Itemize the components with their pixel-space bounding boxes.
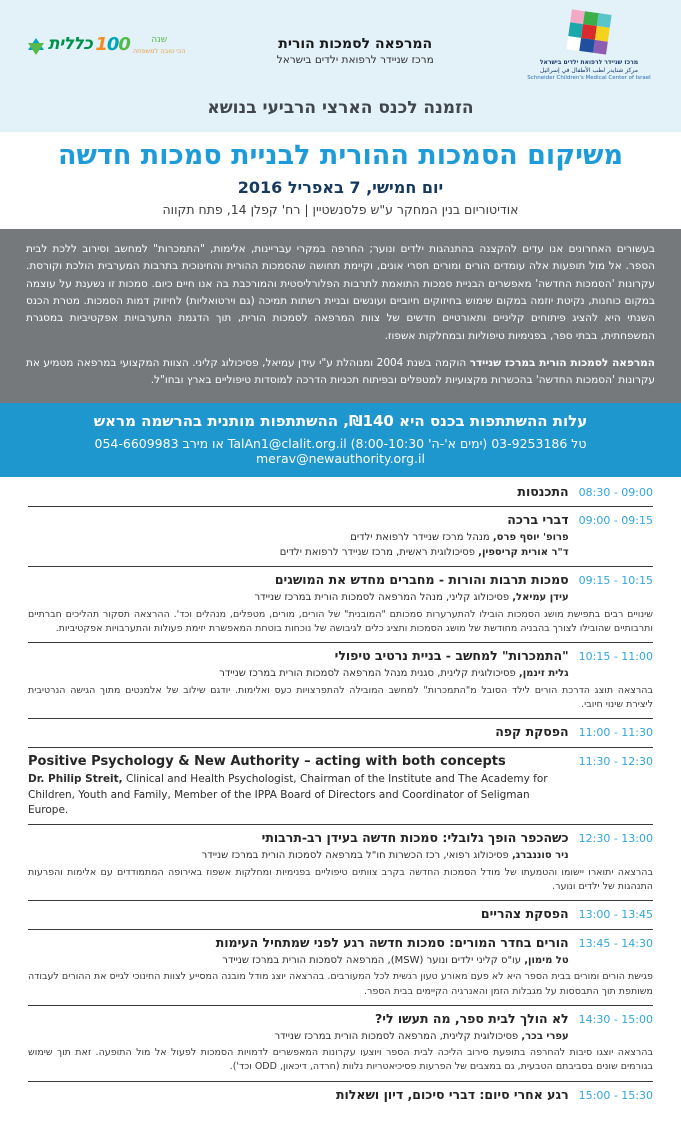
schedule-row — [28, 567, 653, 643]
session-title: הפסקת צהריים — [480, 906, 569, 921]
schedule-row — [28, 507, 653, 567]
session-speakers — [28, 1030, 569, 1045]
session-time: 15:00 - 15:30 — [578, 1088, 653, 1102]
session-title: הורים בחדר המורים: סמכות חדשה רגע לפני שמתחיל העימות — [215, 934, 569, 950]
speaker-line: פרופ' יוסף פרס, מנהל מרכז שניידר לרפואת ילדים — [350, 532, 569, 544]
session-time: 14:30 - 15:00 — [578, 1012, 653, 1026]
speaker-line: גלית זינמן, פסיכולוגית קלינית, סגנית מנהל המרפאה לסמכות הורית במרכז שניידר — [219, 668, 569, 680]
session-content — [28, 484, 569, 501]
session-title: Positive Psychology & New Authority – acting with both concepts — [28, 753, 506, 769]
date-line: יום חמישי, 7 באפריל 2016 — [237, 178, 444, 198]
schedule-row-main — [28, 512, 653, 560]
schedule-row — [28, 901, 653, 930]
session-time: 13:00 - 13:45 — [578, 908, 653, 921]
session-content — [28, 648, 569, 681]
header-band — [0, 0, 681, 132]
session-content — [28, 1011, 569, 1044]
invite-line: הזמנה לכנס הארצי הרביעי בנושא — [207, 98, 474, 118]
schedule — [0, 477, 681, 1124]
contact-line: טל 03-9253186 (ימים א'-ה' 8:00-10:30) TalAn1@clalit.org.il או מירב 054-6609983 merav@newauthority.org.il — [94, 435, 587, 466]
schedule-row — [28, 1006, 653, 1082]
session-content — [28, 753, 569, 818]
schedule-row-main — [28, 724, 653, 741]
schedule-row-main — [28, 572, 653, 605]
title-block — [0, 132, 681, 229]
session-title: התכנסות — [517, 483, 569, 499]
session-title: דברי ברכה — [507, 512, 569, 528]
session-time: 09:15 - 10:15 — [578, 574, 653, 588]
session-time: 10:15 - 11:00 — [578, 650, 653, 664]
fee-banner — [0, 403, 681, 477]
schedule-row — [28, 643, 653, 719]
session-speakers — [28, 531, 569, 560]
session-speakers — [28, 772, 569, 818]
intro-block — [0, 229, 681, 403]
session-description: שינויים רבים בתפישת מושג הסמכות הובילו להתערערות סמכותם "המובנית" של הורים, מורים, מטפלים, מנהלים וכד'. ההרצאה תסקור תהליכים חברתיים ותרבותיים שהובילו לצורך בהבניה מחודשת של מושג הסמכות ותציג כלים לגיבושה של נוכחות בוטחת המאפשרת יזימת פעולות והתערבויות אפקטיביות. — [28, 608, 653, 634]
session-description: בהרצאה תוצג הדרכת הורים לילד הסובל מ"התמכרות" למחשב המובילה להתפרצויות כעס ואלימות. יודגם שילוב של אלמנטים מתוך הגישה הנרטיבית ליצירת שינוי חיובי. — [28, 684, 653, 710]
session-content — [28, 724, 569, 741]
session-title: כשהכפר הופך גלובלי: סמכות חדשה בעידן רב-תרבותי — [261, 830, 569, 846]
clalit-100: 100 — [95, 34, 130, 55]
schedule-row-main — [28, 648, 653, 681]
fee-line: עלות ההשתתפות בכנס היא 140‏₪, ההשתתפות מותנית בהרשמה מראש — [93, 411, 588, 430]
session-time: 12:30 - 13:00 — [578, 832, 653, 846]
session-speakers — [28, 849, 569, 864]
clinic-title: המרפאה לסמכות הורית — [278, 36, 433, 52]
schedule-row-main — [28, 753, 653, 818]
session-time: 11:00 - 11:30 — [578, 726, 653, 740]
session-description: פגישת הורים ומורים בבית הספר היא לא פעם מאורע טעון רגשית לכל המעורבים. בהרצאה יוצג מודל מובנה המסייע לצוות החינוכי לגייס את ההורים לעבודה משותפת תוך התבססות על מגבלות הזמן והאנרגיה הקיימים בבית הספר. — [28, 971, 653, 997]
session-title: הפסקת קפה — [495, 724, 569, 740]
venue-line: אודיטוריום בנין המחקר ע"ש פלסנשטיין | רח' קפלן 14, פתח תקווה — [162, 202, 519, 218]
clalit-wordmark: כללית — [48, 34, 93, 54]
clalit-tagline: הכי טובה למשפחה — [132, 47, 186, 55]
schedule-row — [28, 719, 653, 748]
session-content — [28, 572, 569, 605]
schedule-row — [28, 1082, 653, 1110]
session-speakers — [28, 667, 569, 682]
session-content — [28, 830, 569, 863]
clalit-shana: שנה — [151, 35, 168, 45]
schedule-row — [28, 825, 653, 901]
session-title: "התמכרות" למחשב - בניית נרטיב טיפולי — [334, 648, 569, 664]
clinic-subtitle: מרכז שניידר לרפואת ילדים בישראל — [276, 54, 434, 66]
schedule-row-main — [28, 1087, 653, 1104]
schedule-row-main — [28, 906, 653, 923]
session-content — [28, 512, 569, 560]
schedule-row-main — [28, 484, 653, 501]
intro-paragraph-2 — [26, 355, 655, 390]
speaker-line: עידן עמיאל, פסיכולוג קליני, מנהל המרפאה לסמכות הורית במרכז שניידר — [254, 592, 569, 604]
session-content — [28, 906, 569, 923]
clalit-logo — [28, 34, 185, 55]
conference-title: משיקום הסמכות ההורית לבניית סמכות חדשה — [57, 140, 624, 171]
intro-p2-rest: הוקמה בשנת 2004 ומנוהלת ע"י עידן עמיאל, פסיכולוג קליני. הצוות המקצועי במרפאה מטמיע את עקרונות 'הסמכות החדשה' בהכשרות מקצועיות למטפלים ובפיתוח תכניות הדרכה למוסדות טיפוליים בארץ ובחו"ל. — [26, 356, 655, 387]
session-time: 13:45 - 14:30 — [578, 936, 653, 950]
clinic-heading — [277, 8, 434, 66]
session-speakers — [28, 591, 569, 606]
session-time: 11:30 - 12:30 — [578, 754, 653, 768]
schedule-row — [28, 930, 653, 1006]
schedule-row-main — [28, 830, 653, 863]
speaker-line: עפרי בכר, פסיכולוגית קלינית, המרפאה לסמכות הורית במרכז שניידר — [274, 1030, 569, 1042]
session-time: 08:30 - 09:00 — [578, 485, 653, 499]
schedule-row — [28, 748, 653, 825]
schedule-row — [28, 479, 653, 508]
intro-p2-bold: המרפאה לסמכות הורית במרכז שניידר — [469, 356, 655, 369]
session-title: סמכות תרבות והורות - מחברים מחדש את המושגים — [274, 572, 569, 588]
schneider-name-en: Schneider Children's Medical Center of Israel — [527, 75, 651, 81]
session-title: רגע אחרי סיום: דברי סיכום, דיון ושאלות — [335, 1086, 569, 1102]
schedule-row-main — [28, 1011, 653, 1044]
puzzle-icon — [566, 9, 611, 54]
speaker-line: טל מימון, עו"ס קליני ילדים ונוער (MSW), המרפאה לסמכות הורית במרכז שניידר — [222, 954, 569, 966]
schneider-name-he: מרכז שניידר לרפואת ילדים בישראל — [539, 59, 639, 66]
clalit-shana-block — [133, 34, 186, 55]
session-content — [28, 1087, 569, 1104]
session-description: בהרצאה יוצגו סיבות להחרפה בתופעת סירוב הליכה לבית הספר ויוצעו עקרונות המאפשרים לדמויות הסמכות לפעול אל מול התופעה. זאת תוך שימוש בגורמים שונים בסביבתם הטבעית, גם במצבים של הפרעות פסיכיאטריות נלוות (חרדה, דיכאון, ODD וכד'). — [28, 1047, 653, 1073]
speaker-line: ד"ר אורית קריספין, פסיכולוגית ראשית, מרכז שניידר לרפואת ילדים — [279, 546, 569, 558]
intro-paragraph-1: בעשורים האחרונים אנו עדים להקצנה בהתנהגות ילדים ונוער; החרפה במקרי עבריינות, אלימות, "התמכרות" למחשב וסירוב ללכת לבית הספר. אל מול תופעות אלה עומדים הורים ומורים חסרי אונים, וקיימת תחושה שהסמכות ההורית והחינוכית בתרבות המערבית הולכת וקורסת. עקרונות 'הסמכות החדשה' מאפשרים הבניית סמכות התואמת לתרבות הפלורליסטית והמורכבת בה אנו חיים כיום. סמכות זו נשענת על עוצמה במקום כוחנות, נקיטת יוזמה במקום שימוש בחיזוקים חיוביים ועונשים ובניית רשתות תמיכה (גם וירטואליות) לחיזוק דמות הסמכות. מטרת הכנס השנתי היא להציג פיתוחים קליניים ותאורטיים חדשים של צוות המרפאה לסמכות הורית, תוך הדגמת התערבויות אפקטיביות במסגרת המשפחתית, בבתי ספר, בפנימיות טיפוליות ובמחלקות אשפוז. — [26, 243, 655, 342]
speaker-line: Dr. Philip Streit, Clinical and Health Psychologist, Chairman of the Institute and The Academy for Children, Youth and Family, Member of the IPPA Board of Directors and Coordinator of Seligman Europe. — [28, 773, 548, 816]
session-description: בהרצאה יתוארו יישומו והטמעתו של מודל הסמכות החדשה בקרב צוותים טיפוליים בפנימיות ומחלקות אשפוז באירופה המתמודדים עם אלימות והפרעות התנהגות של ילדים ונוער. — [28, 866, 653, 892]
session-speakers — [28, 954, 569, 969]
speaker-line: ניר סוננברג, פסיכולוג רפואי, רכז הכשרות חו"ל במרפאה לסמכות הורית במרכז שניידר — [201, 850, 569, 861]
schneider-name-ar: مركز شنايدر لطب الأطفال في إسرائيل — [540, 67, 638, 74]
magen-david-icon — [28, 37, 45, 54]
session-title: לא הולך לבית ספר, מה תעשו לי? — [375, 1010, 569, 1026]
logo-row — [28, 8, 653, 94]
session-time: 09:00 - 09:15 — [578, 514, 653, 528]
schneider-logo — [525, 8, 653, 81]
